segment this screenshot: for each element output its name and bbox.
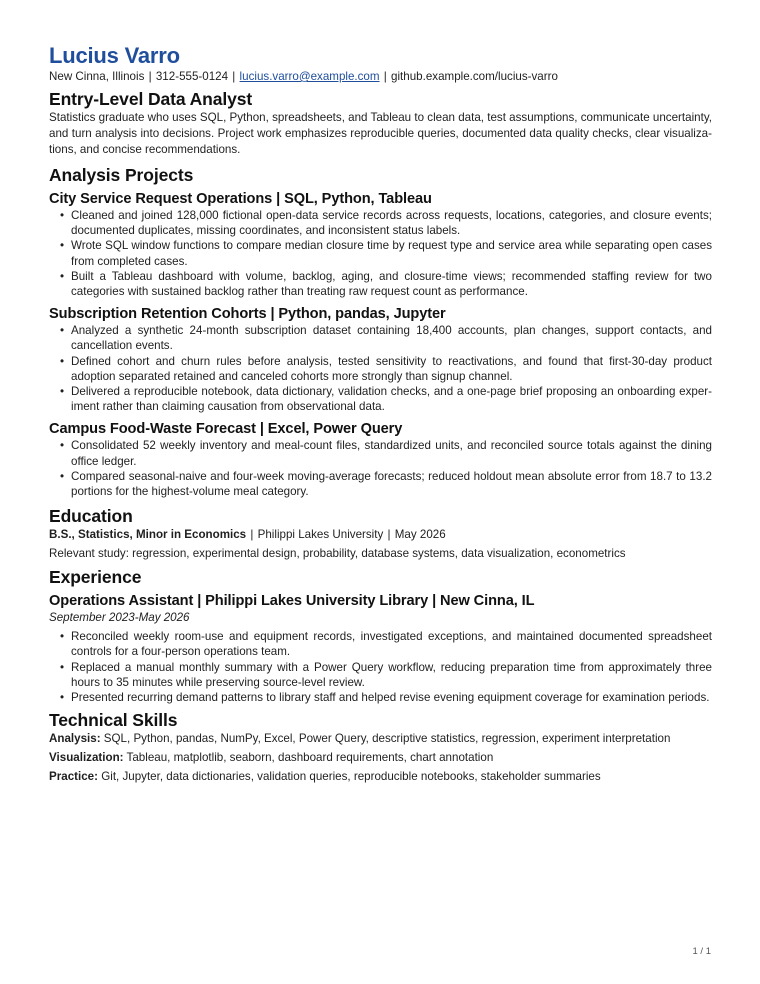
- experience-heading: Experience: [49, 567, 142, 588]
- job-dates: September 2023-May 2026: [49, 611, 190, 625]
- summary-heading: Entry-Level Data Analyst: [49, 89, 253, 109]
- email-link[interactable]: lucius.varro@example.com: [239, 70, 380, 83]
- skill-value: SQL, Python, pandas, NumPy, Excel, Power Query, descriptive statistics, regression, experiment interpretation: [103, 732, 671, 746]
- degree-line: [49, 527, 712, 543]
- job-title: Operations Assistant | Philippi Lakes University Library | New Cinna, IL: [49, 593, 535, 610]
- project-title: City Service Request Operations | SQL, Python, Tableau: [49, 191, 432, 207]
- degree: B.S., Statistics, Minor in Economics: [49, 528, 247, 542]
- separator: |: [387, 528, 391, 542]
- separator: |: [250, 528, 254, 542]
- bullet-item: • Cleaned and joined 128,000 fictional open-data service records across requests, locations, categories, and closure events; documented duplicates, missing coordinates, and inconsistent status labels.: [71, 208, 712, 238]
- project-bullets: [49, 323, 712, 414]
- education-heading: Education: [49, 506, 133, 527]
- bullet-item: • Consolidated 52 weekly inventory and meal-count files, standardized units, and reconciled source totals against the dining office ledger.: [71, 438, 712, 468]
- separator: |: [383, 70, 387, 83]
- bullet-item: • Compared seasonal-naive and four-week moving-average forecasts; reduced holdout mean absolute error from 18.7 to 13.2 portions for the highest-volume meal category.: [71, 469, 712, 499]
- graduation-date: May 2026: [394, 528, 446, 542]
- project-bullets: [49, 208, 712, 299]
- relevant-study: Relevant study: regression, experimental design, probability, database systems, data visualization, econometrics: [49, 547, 626, 561]
- resume-content: [49, 42, 712, 788]
- summary-section: [49, 89, 712, 158]
- bullet-item: • Analyzed a synthetic 24-month subscription dataset containing 18,400 accounts, plan changes, support contacts, and cancellation events.: [71, 323, 712, 353]
- project-title: Subscription Retention Cohorts | Python, pandas, Jupyter: [49, 306, 446, 323]
- project-bullets: [49, 438, 712, 499]
- project-item: [49, 305, 712, 414]
- bullet-item: • Wrote SQL window functions to compare median closure time by request type and service area while separating open cases from completed cases.: [71, 238, 712, 268]
- bullet-item: • Defined cohort and churn rules before analysis, tested sensitivity to reactivations, and found that first-30-day product adoption separated retained and canceled cohorts more strongly than signup channel.: [71, 354, 712, 384]
- bullet-item: • Delivered a reproducible notebook, data dictionary, validation checks, and a one-page brief proposing an onboarding experiment rather than claiming causation from observational data.: [71, 384, 712, 414]
- experience-section: [49, 567, 712, 705]
- separator: |: [148, 70, 152, 83]
- bullet-item: • Reconciled weekly room-use and equipment records, investigated exceptions, and maintained documented spreadsheet controls for a four-person operations team.: [71, 629, 712, 659]
- school: Philippi Lakes University: [257, 528, 384, 542]
- skill-label: Practice:: [49, 770, 98, 784]
- page-number: 1 / 1: [692, 946, 711, 957]
- skill-value: Tableau, matplotlib, seaborn, dashboard requirements, chart annotation: [126, 751, 494, 765]
- contact-line: [49, 69, 712, 85]
- skills-section: [49, 710, 712, 785]
- summary-text: Statistics graduate who uses SQL, Python, spreadsheets, and Tableau to clean data, test assumptions, communicate uncertainty, and turn analysis into decisions. Project work emphasizes reproducible queries, documented data quality checks, clear visualizations, and concise recommendations.: [49, 111, 712, 156]
- education-section: [49, 506, 712, 562]
- location: New Cinna, Illinois: [49, 70, 145, 83]
- phone: 312-555-0124: [155, 70, 229, 83]
- job-bullets: [49, 629, 712, 705]
- skill-label: Visualization:: [49, 751, 124, 765]
- projects-heading: Analysis Projects: [49, 165, 194, 185]
- project-item: [49, 420, 712, 499]
- bullet-item: • Presented recurring demand patterns to library staff and helped revise evening equipment coverage for examination periods.: [71, 690, 712, 705]
- candidate-name: Lucius Varro: [49, 43, 180, 68]
- skill-row: [49, 731, 712, 747]
- project-title: Campus Food-Waste Forecast | Excel, Power Query: [49, 421, 403, 438]
- bullet-item: • Replaced a manual monthly summary with a Power Query workflow, reducing preparation time from approximately three hours to 35 minutes while preserving source-level review.: [71, 660, 712, 690]
- github-url: github.example.com/lucius-varro: [391, 70, 558, 83]
- projects-section: [49, 165, 712, 499]
- project-item: [49, 190, 712, 299]
- skill-value: Git, Jupyter, data dictionaries, validation queries, reproducible notebooks, stakeholder summaries: [101, 770, 601, 784]
- skill-row: [49, 769, 712, 785]
- skill-label: Analysis:: [49, 732, 101, 746]
- skill-row: [49, 750, 712, 766]
- separator: |: [232, 70, 236, 83]
- skills-heading: Technical Skills: [49, 710, 178, 731]
- bullet-item: • Built a Tableau dashboard with volume, backlog, aging, and closure-time views; recommended staffing review for two categories with sustained backlog rather than treating raw request count as performance.: [71, 269, 712, 299]
